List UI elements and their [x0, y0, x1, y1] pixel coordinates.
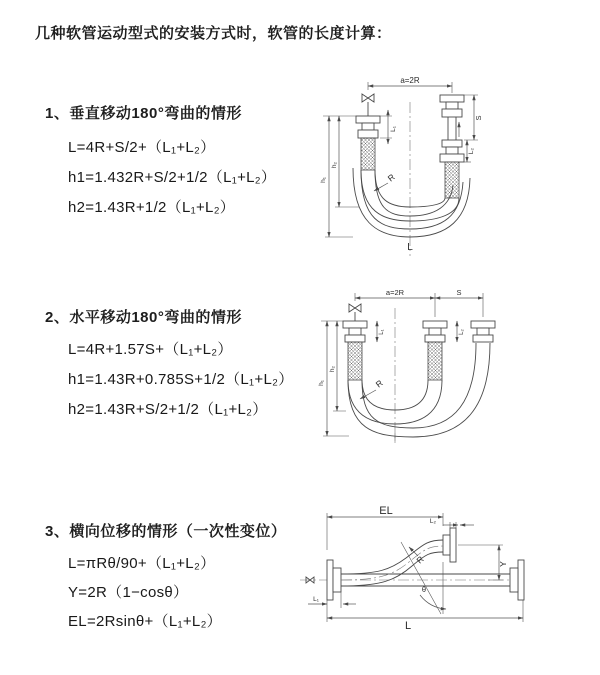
d3-dim-el-label: EL [379, 505, 393, 517]
d3-dim-l-label: L [404, 620, 412, 632]
d2-dim-h2-label: h₂ [329, 365, 336, 373]
d1-dim-l1-label: L₁ [390, 126, 397, 132]
valve-icon [349, 304, 361, 312]
diagram-horizontal-180-bend [313, 283, 548, 453]
d3-dim-y-label: Y [498, 561, 508, 567]
section-1-formula-h1: h1=1.432R+S/2+1/2（L₁+L₂） [68, 169, 277, 186]
braided-hose-middle [428, 342, 442, 380]
d1-dim-s-label: S [474, 115, 483, 121]
d3-angle-label: θ [421, 585, 427, 594]
section-3-formula-y: Y=2R（1−cosθ） [68, 584, 189, 601]
section-1-heading: 1、垂直移动180°弯曲的情形 [45, 105, 242, 122]
d1-dim-h1-label: h₁ [320, 177, 327, 183]
d1-dim-h2-label: h₂ [331, 161, 338, 169]
d2-dim-l1-label: L₁ [379, 329, 385, 335]
d2-radius-label: R [373, 377, 385, 390]
section-2-formula-l: L=4R+1.57S+（L₁+L₂） [68, 341, 233, 358]
d2-dim-s-label: S [456, 288, 462, 297]
d2-dim-a2r-label: a=2R [385, 288, 405, 297]
section-2-formula-h1: h1=1.43R+0.785S+1/2（L₁+L₂） [68, 371, 294, 388]
braided-hose-left [361, 138, 375, 170]
d1-length-label: L [407, 242, 413, 253]
section-3-heading: 3、横向位移的情形（一次性变位） [45, 523, 287, 540]
d1-dim-a2r-label: a=2R [400, 76, 420, 85]
d3-radius-label: R [414, 554, 426, 566]
d2-dim-h1-label: h₁ [318, 380, 325, 386]
section-1-formula-l: L=4R+S/2+（L₁+L₂） [68, 139, 216, 156]
valve-icon [362, 94, 374, 102]
page-title: 几种软管运动型式的安装方式时，软管的长度计算： [35, 25, 392, 42]
d2-dim-l2-label: L₂ [459, 329, 465, 335]
section-3-formula-el: EL=2Rsinθ+（L₁+L₂） [68, 613, 222, 630]
section-3-formula-l: L=πRθ/90+（L₁+L₂） [68, 555, 216, 572]
d1-dim-l2-label: L₂ [468, 147, 475, 155]
section-2-heading: 2、水平移动180°弯曲的情形 [45, 309, 242, 326]
braided-hose-left [348, 342, 362, 380]
diagram-vertical-180-bend [313, 70, 528, 265]
d1-radius-label: R [385, 171, 397, 184]
section-1-formula-h2: h2=1.43R+1/2（L₁+L₂） [68, 199, 236, 216]
d3-dim-l1-label: L₁ [313, 596, 319, 603]
diagram-lateral-displacement [298, 498, 583, 648]
d3-dim-l2-label: L₂ [429, 518, 437, 525]
section-2-formula-h2: h2=1.43R+S/2+1/2（L₁+L₂） [68, 401, 268, 418]
